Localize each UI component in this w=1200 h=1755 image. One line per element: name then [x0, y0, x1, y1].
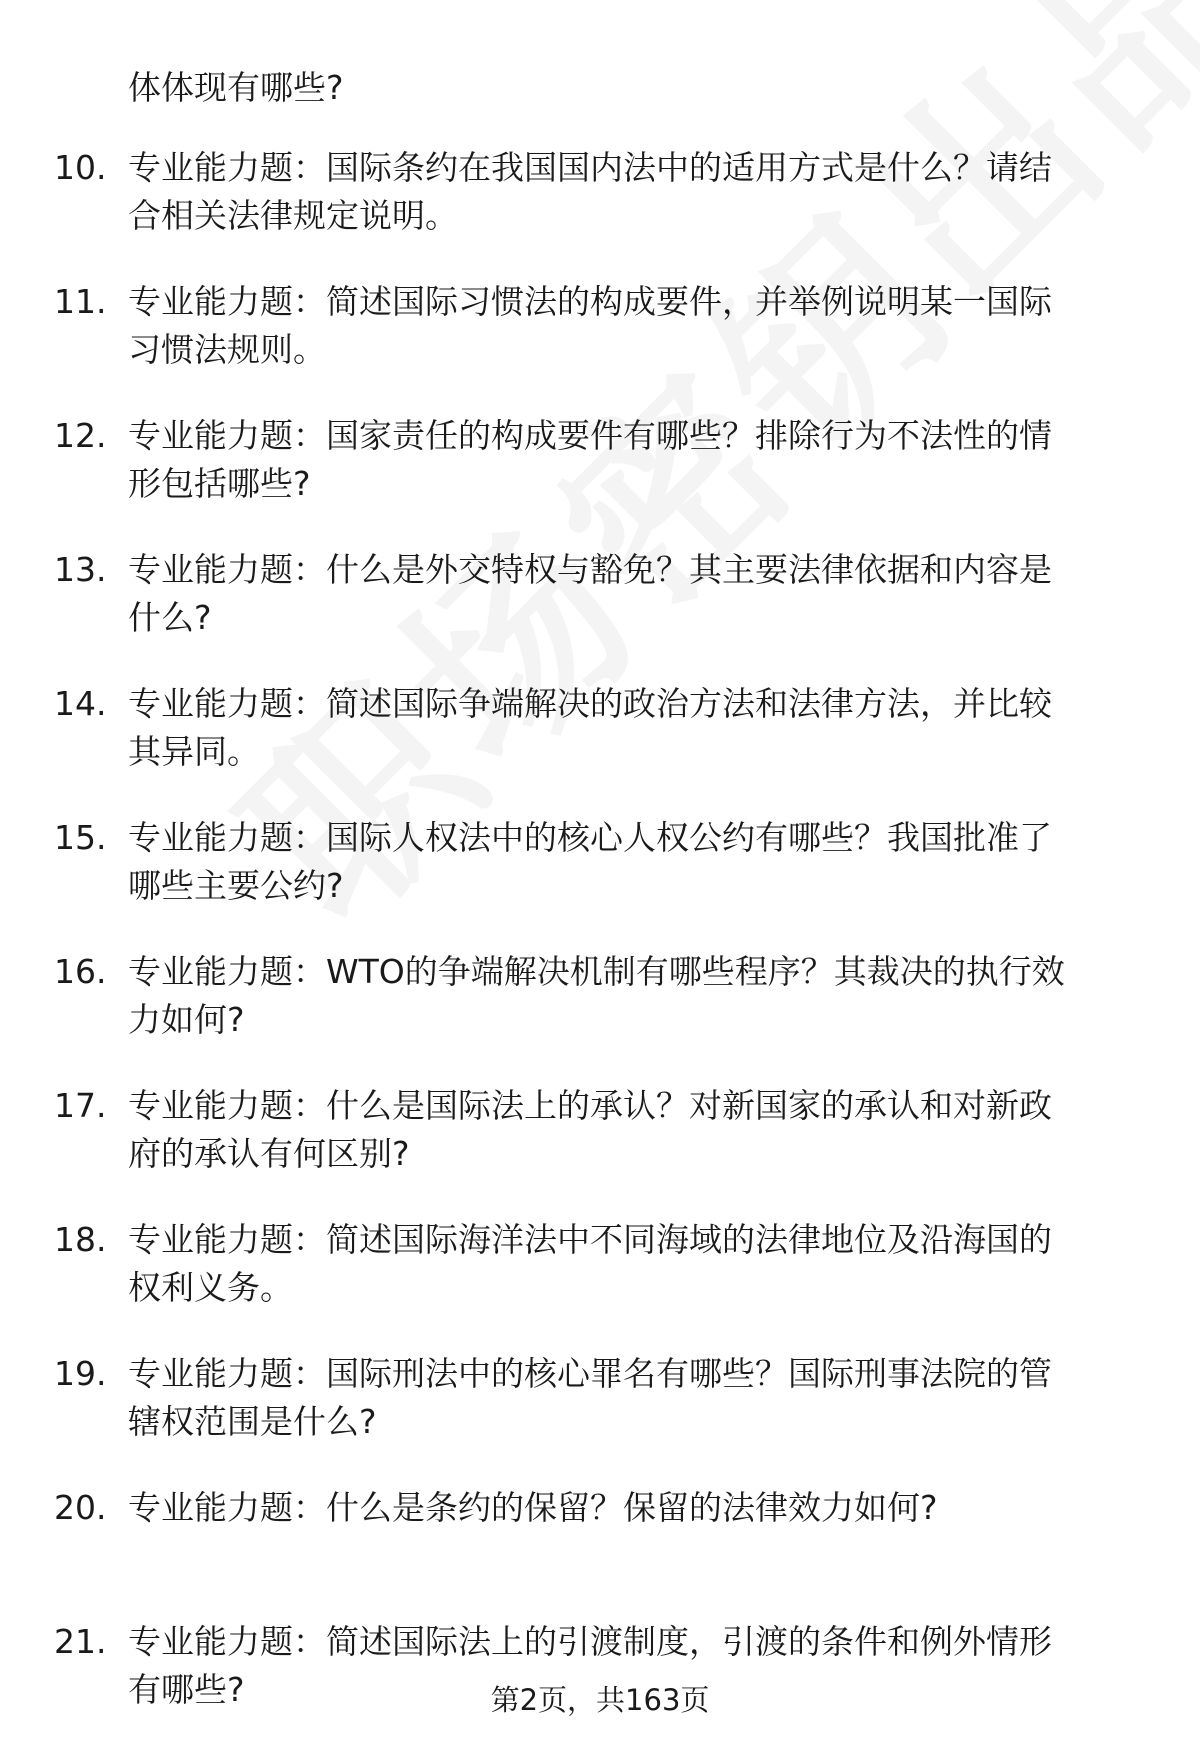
question-text-line: 习惯法规则。 — [128, 330, 326, 369]
question-number: 11. — [54, 282, 107, 321]
question-text-line: 其异同。 — [128, 732, 260, 771]
question-item — [0, 1216, 1200, 1350]
question-text-line: 专业能力题：国际刑法中的核心罪名有哪些？国际刑事法院的管 — [128, 1354, 1052, 1393]
question-number: 20. — [54, 1488, 107, 1527]
question-text-line: 权利义务。 — [128, 1268, 293, 1307]
question-item — [0, 1082, 1200, 1216]
question-item — [0, 278, 1200, 412]
question-number: 13. — [54, 550, 107, 589]
question-list — [0, 144, 1200, 1752]
question-text-line: 专业能力题：什么是国际法上的承认？对新国家的承认和对新政 — [128, 1086, 1052, 1125]
question-item — [0, 1350, 1200, 1484]
question-text-line: 专业能力题：什么是条约的保留？保留的法律效力如何? — [128, 1488, 938, 1527]
question-text-line: 专业能力题：WTO的争端解决机制有哪些程序？其裁决的执行效 — [128, 952, 1065, 991]
question-text-line: 专业能力题：什么是外交特权与豁免？其主要法律依据和内容是 — [128, 550, 1052, 589]
question-text — [128, 1484, 1148, 1532]
question-text-line: 府的承认有何区别? — [128, 1134, 410, 1173]
question-text — [128, 412, 1148, 508]
question-text — [128, 948, 1148, 1044]
question-text-line: 辖权范围是什么? — [128, 1402, 377, 1441]
question-item — [0, 144, 1200, 278]
continued-question-text: 体体现有哪些? — [128, 68, 344, 107]
question-number: 15. — [54, 818, 107, 857]
question-text — [128, 680, 1148, 776]
question-text-line: 专业能力题：国家责任的构成要件有哪些？排除行为不法性的情 — [128, 416, 1052, 455]
question-text — [128, 278, 1148, 374]
question-number: 10. — [54, 148, 107, 187]
question-item — [0, 1484, 1200, 1618]
question-text-line: 专业能力题：简述国际海洋法中不同海域的法律地位及沿海国的 — [128, 1220, 1052, 1259]
question-item — [0, 948, 1200, 1082]
question-text — [128, 1350, 1148, 1446]
page-footer: 第2页，共163页 — [490, 1683, 710, 1717]
question-number: 18. — [54, 1220, 107, 1259]
question-number: 21. — [54, 1622, 107, 1661]
question-text-line: 专业能力题：国际条约在我国国内法中的适用方式是什么？请结 — [128, 148, 1052, 187]
question-item — [0, 680, 1200, 814]
question-text — [128, 1082, 1148, 1178]
question-text-line: 专业能力题：简述国际争端解决的政治方法和法律方法，并比较 — [128, 684, 1052, 723]
question-text-line: 什么? — [128, 598, 212, 637]
question-text — [128, 546, 1148, 642]
question-text-line: 力如何? — [128, 1000, 245, 1039]
question-text — [128, 1216, 1148, 1312]
question-text-line: 哪些主要公约? — [128, 866, 344, 905]
question-text-line: 合相关法律规定说明。 — [128, 196, 458, 235]
question-item — [0, 814, 1200, 948]
question-number: 12. — [54, 416, 107, 455]
question-text-line: 专业能力题：简述国际习惯法的构成要件，并举例说明某一国际 — [128, 282, 1052, 321]
question-text-line: 专业能力题：简述国际法上的引渡制度，引渡的条件和例外情形 — [128, 1622, 1052, 1661]
question-text-line: 专业能力题：国际人权法中的核心人权公约有哪些？我国批准了 — [128, 818, 1052, 857]
question-number: 16. — [54, 952, 107, 991]
question-number: 14. — [54, 684, 107, 723]
question-number: 19. — [54, 1354, 107, 1393]
question-text-line: 有哪些? — [128, 1670, 245, 1709]
question-number: 17. — [54, 1086, 107, 1125]
question-item — [0, 546, 1200, 680]
question-text — [128, 814, 1148, 910]
question-text — [128, 144, 1148, 240]
question-text-line: 形包括哪些? — [128, 464, 311, 503]
question-item — [0, 412, 1200, 546]
